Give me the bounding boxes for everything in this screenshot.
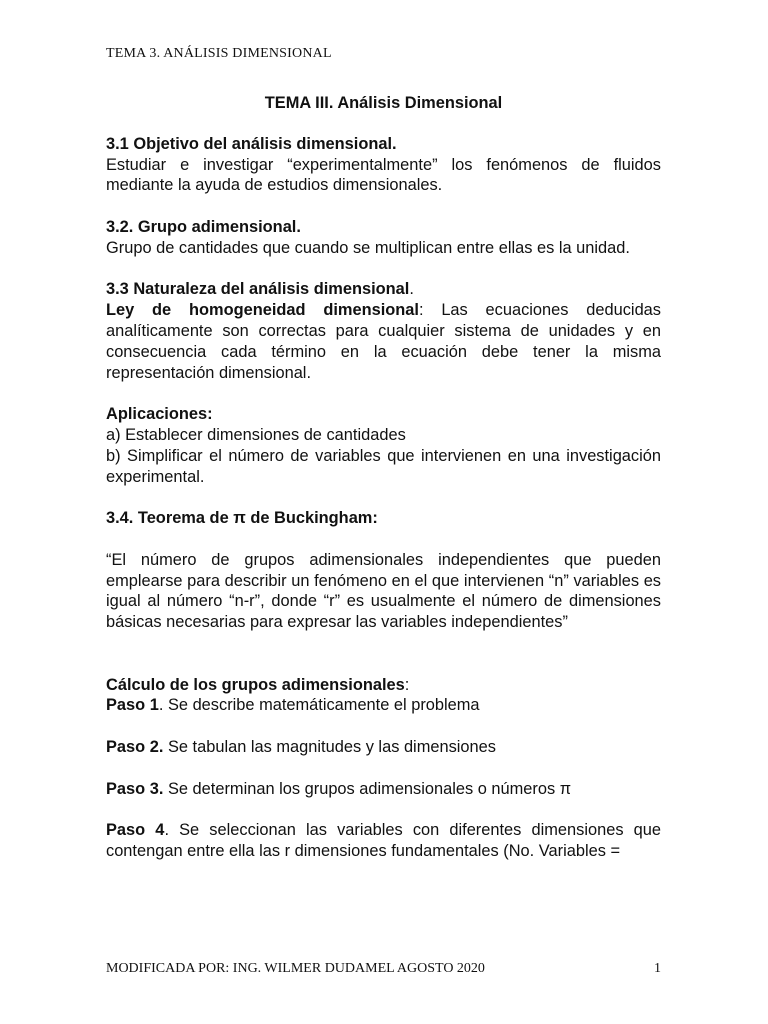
step-text: . Se seleccionan las variables con diferentes dimensiones que contengan entre ella las r dimensiones fundamentales (No. Variables = — [106, 821, 661, 860]
section-3-2-text: Grupo de cantidades que cuando se multiplican entre ellas es la unidad. — [106, 238, 630, 257]
step-2 — [106, 737, 661, 758]
running-header: TEMA 3. ANÁLISIS DIMENSIONAL — [106, 46, 332, 61]
step-text: Se determinan los grupos adimensionales o números π — [163, 779, 572, 798]
step-3 — [106, 779, 661, 800]
step-label: Paso 3. — [106, 779, 164, 798]
law-text: : Las ecuaciones deducidas analíticamente son correctas para cualquier sistema de unidades y en consecuencia cada término en la ecuación debe tener la misma representación dimensional. — [106, 301, 661, 382]
applications-heading: Aplicaciones: — [106, 405, 213, 424]
section-3-3-heading-tail: . — [409, 280, 414, 299]
step-label: Paso 2. — [106, 737, 164, 756]
step-label: Paso 1 — [106, 696, 159, 715]
section-3-3-text — [106, 300, 661, 383]
section-3-4-heading: 3.4. Teorema de π de Buckingham: — [106, 509, 378, 528]
page-footer — [106, 961, 661, 977]
step-label: Paso 4 — [106, 821, 165, 840]
section-3-2-heading: 3.2. Grupo adimensional. — [106, 217, 301, 236]
step-4 — [106, 820, 661, 862]
calc-heading-tail: : — [404, 675, 410, 694]
section-3-1-text: Estudiar e investigar “experimentalmente” los fenómenos de fluidos mediante la ayuda de estudios dimensionales. — [106, 155, 661, 195]
footer-credit: MODIFICADA POR: ING. WILMER DUDAMEL AGOSTO 2020 — [106, 961, 485, 976]
section-3-1-heading: 3.1 Objetivo del análisis dimensional. — [106, 134, 397, 153]
calc-heading-line — [106, 675, 661, 696]
step-1 — [106, 695, 661, 716]
application-b: b) Simplificar el número de variables que intervienen en una investigación experimental. — [106, 446, 661, 486]
step-text: Se tabulan las magnitudes y las dimensiones — [163, 737, 496, 756]
document-body — [106, 93, 661, 862]
page-number: 1 — [654, 961, 661, 976]
buckingham-quote: “El número de grupos adimensionales independientes que pueden emplearse para describir un fenómeno en el que intervienen “n” variables es igual al número “n-r”, donde “r” es usualmente el número de dimensiones básicas necesarias para expresar las variables independientes” — [106, 550, 661, 632]
document-title: TEMA III. Análisis Dimensional — [264, 94, 503, 112]
section-3-3-heading: 3.3 Naturaleza del análisis dimensional — [106, 280, 410, 299]
law-label: Ley de homogeneidad dimensional — [106, 301, 419, 320]
application-a: a) Establecer dimensiones de cantidades — [106, 425, 406, 444]
calc-heading: Cálculo de los grupos adimensionales — [106, 675, 405, 694]
step-text: . Se describe matemáticamente el problema — [158, 696, 480, 715]
section-3-3-heading-line — [106, 279, 661, 300]
